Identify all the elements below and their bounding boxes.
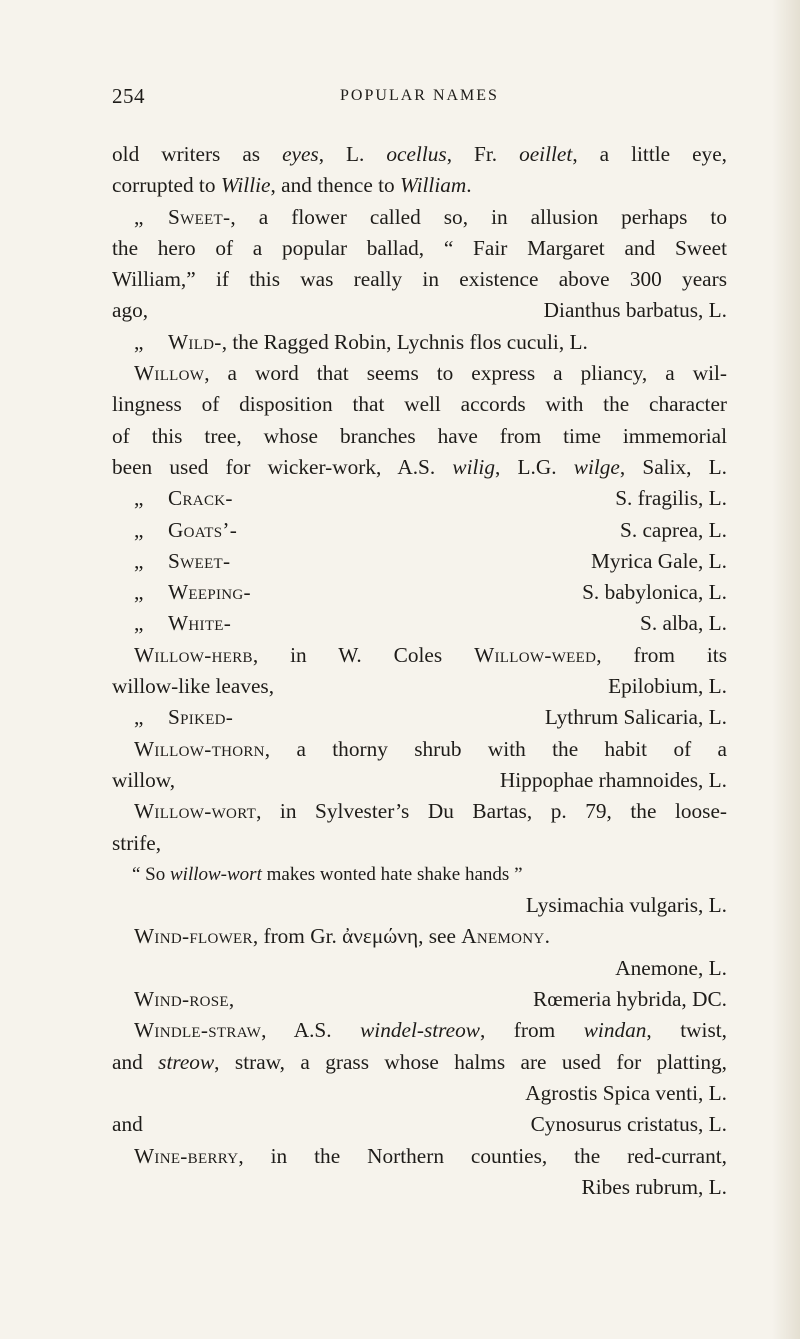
cross-reference: Anemony [461,924,545,949]
headword: Crack- [168,486,233,511]
entry-willow-goats [112,515,727,546]
headword: Sweet- [168,204,231,229]
text-line: willow, Hippophae rhamnoides, L. [112,765,727,796]
latin-name: Lysimachia vulgaris, L. [525,893,727,918]
headword: Willow [134,361,205,386]
headword: Willow-weed [474,642,597,667]
dictionary-text [112,139,727,1203]
text-line: willow-like leaves, Epilobium, L. [112,671,727,702]
headword: Weeping- [168,580,251,605]
headword: Spiked- [168,705,234,730]
entry-willow-sweet [112,546,727,577]
entry-willow: Willow, a word that seems to express a pliancy, a wil- [134,361,727,386]
ditto-mark: „ [134,204,144,229]
text-line: and streow, straw, a grass whose halms are used for platting, [112,1049,727,1074]
entry-wine-berry: Wine-berry, in the Northern counties, the red-currant, [134,1143,727,1168]
ditto-mark: „ [134,548,144,573]
latin-name: Hippophae rhamnoides, L. [499,767,727,792]
latin-name: Ribes rubrum, L. [581,1174,727,1199]
latin-name: S. fragilis, L. [615,486,727,511]
headword: Willow-thorn [134,736,265,761]
text-line: of this tree, whose branches have from time immemorial [112,423,727,448]
ditto-mark: „ [134,705,144,730]
running-title: POPULAR NAMES [340,87,499,104]
headword: Wind-flower [134,924,253,949]
entry-windle-straw: Windle-straw, A.S. windel-streow, from windan, twist, [134,1018,727,1043]
latin-name: Rœmeria hybrida, DC. [532,987,727,1012]
page-edge-shadow [772,0,800,1339]
text-line: old writers as eyes, L. ocellus, Fr. oeillet, a little eye, [112,142,727,166]
ditto-mark: „ [134,486,144,511]
latin-name: S. alba, L. [640,611,727,636]
ditto-mark: „ [134,611,144,636]
headword: Goats’- [168,517,238,542]
entry-sweet: „ Sweet-, a flower called so, in allusion perhaps to [112,202,727,233]
headword: Wine-berry [134,1143,239,1168]
entry-willow-white [112,608,727,639]
text-line: ago, Dianthus barbatus, L. [112,295,727,326]
text-line: and Cynosurus cristatus, L. [112,1109,727,1140]
latin-name: Myrica Gale, L. [590,548,727,573]
latin-name: Dianthus barbatus, L. [543,298,727,323]
latin-name: Anemone, L. [615,955,727,980]
quotation: “ So willow-wort makes wonted hate shake hands ” [132,863,523,885]
text-line: William,” if this was really in existence above 300 years [112,267,727,292]
headword: Wild- [168,329,222,354]
entry-willow-herb-spiked [112,702,727,733]
text-line: been used for wicker-work, A.S. wilig, L.G. wilge, Salix, L. [112,454,727,479]
entry-willow-thorn: Willow-thorn, a thorny shrub with the habit of a [134,736,727,761]
entry-willow-weeping [112,577,727,608]
text-line: lingness of disposition that well accords with the character [112,392,727,417]
latin-name: Cynosurus cristatus, L. [530,1112,727,1137]
ditto-mark: „ [134,329,144,354]
headword: White- [168,611,232,636]
headword: Willow-wort [134,799,257,824]
latin-name: S. babylonica, L. [582,580,727,605]
entry-wild: „ Wild-, the Ragged Robin, Lychnis flos cuculi, L. [112,327,727,358]
headword: Sweet- [168,548,231,573]
headword: Wind-rose [134,987,229,1012]
latin-name: S. caprea, L. [619,517,727,542]
entry-willow-herb: Willow-herb, in W. Coles Willow-weed, from its [134,642,727,667]
text-line: corrupted to Willie, and thence to William. [112,173,472,198]
headword: Willow-herb [134,642,253,667]
headword: Windle-straw [134,1018,262,1043]
page-header [112,84,727,114]
latin-name: Lythrum Salicaria, L. [544,705,727,730]
entry-wind-flower: Wind-flower, from Gr. ἀνεμώνη, see Anemony. [134,924,550,949]
latin-name: Epilobium, L. [608,674,727,699]
entry-willow-wort: Willow-wort, in Sylvester’s Du Bartas, p. 79, the loose- [134,799,727,824]
text-line: strife, [112,830,162,855]
ditto-mark: „ [134,517,144,542]
entry-wind-rose: Wind-rose, Rœmeria hybrida, DC. [112,984,727,1015]
text-line: the hero of a popular ballad, “ Fair Margaret and Sweet [112,235,727,260]
entry-willow-crack [112,483,727,514]
ditto-mark: „ [134,580,144,605]
page-number: 254 [112,84,145,108]
latin-name: Agrostis Spica venti, L. [525,1080,727,1105]
